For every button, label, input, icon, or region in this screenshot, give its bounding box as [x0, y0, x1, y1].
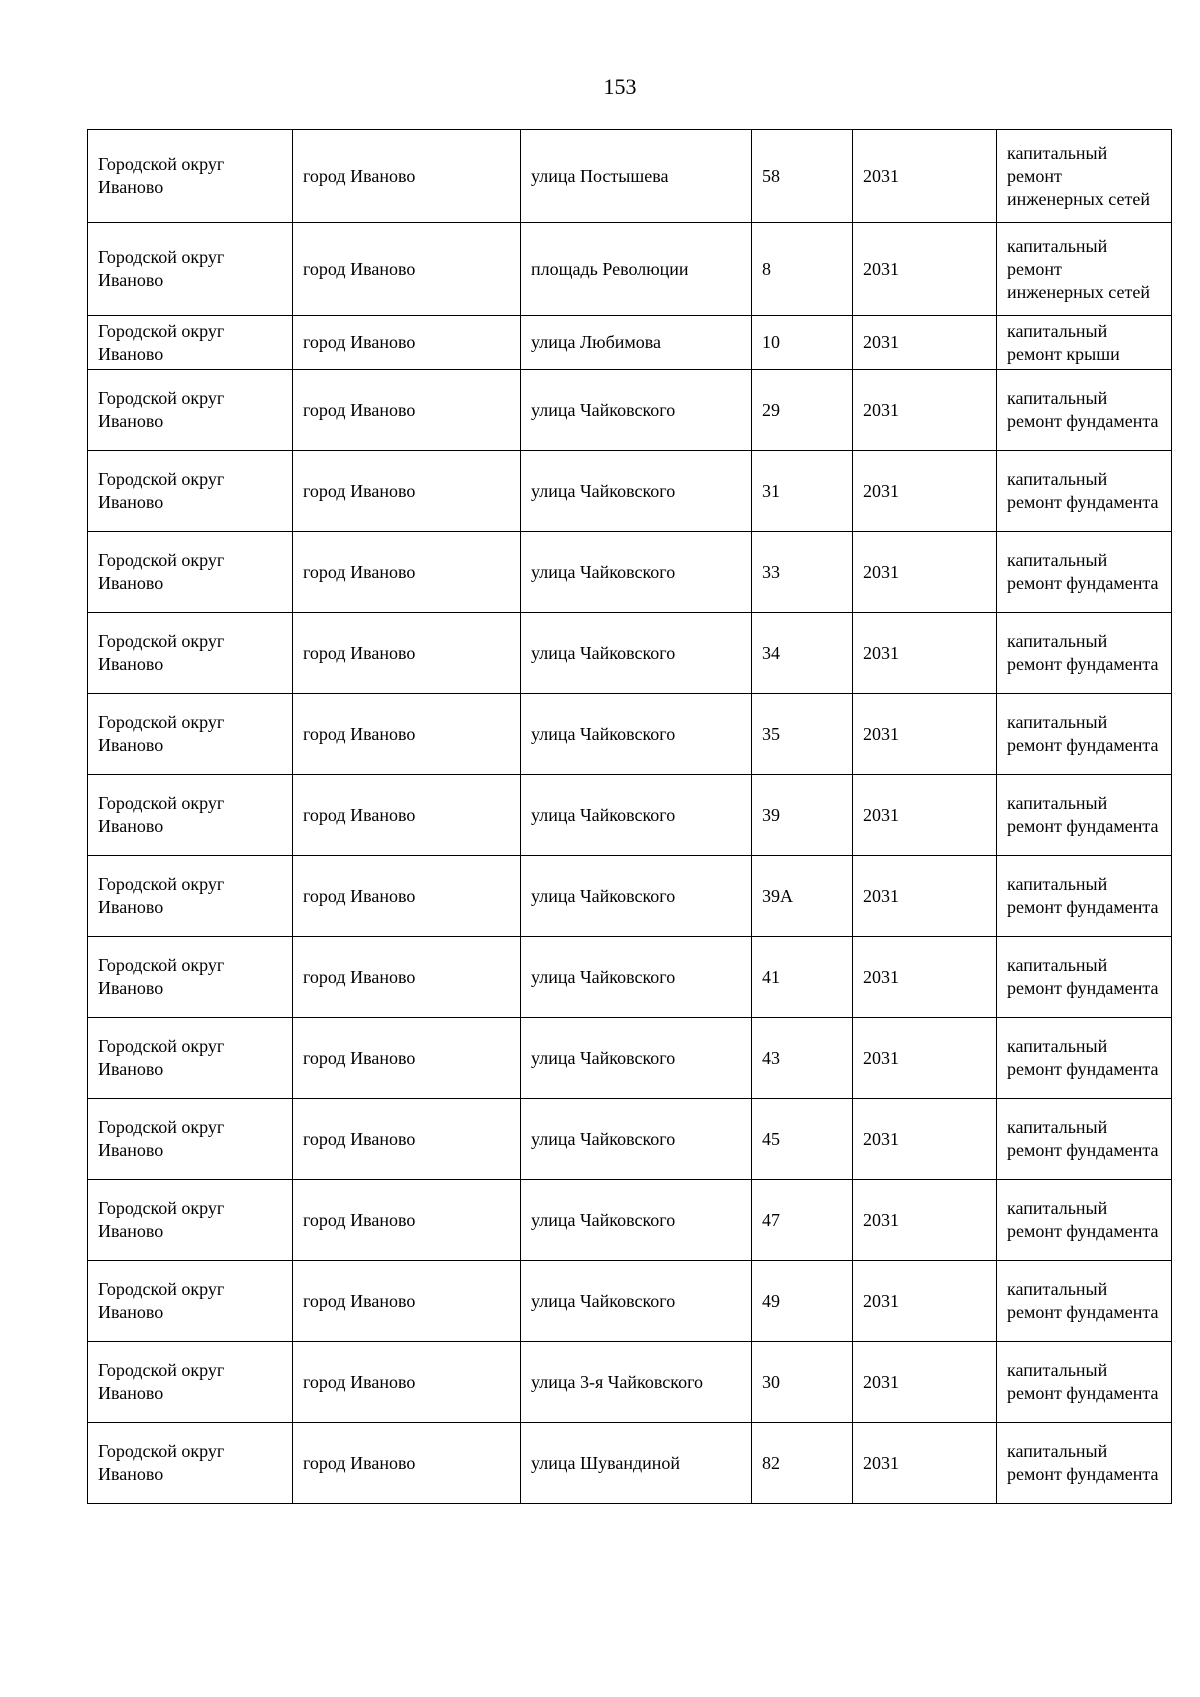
repair-schedule-table [87, 129, 1172, 1504]
cell-work: капитальный ремонт фундамента [997, 937, 1172, 1018]
table-row [88, 937, 1172, 1018]
cell-street: улица Чайковского [521, 1180, 752, 1261]
table-row [88, 1180, 1172, 1261]
table-row [88, 316, 1172, 370]
cell-work: капитальный ремонт фундамента [997, 1261, 1172, 1342]
cell-year: 2031 [853, 1180, 997, 1261]
cell-year: 2031 [853, 775, 997, 856]
cell-city: город Иваново [293, 130, 521, 223]
cell-year: 2031 [853, 1018, 997, 1099]
cell-work: капитальный ремонт фундамента [997, 370, 1172, 451]
cell-house: 31 [752, 451, 853, 532]
table-row [88, 1342, 1172, 1423]
cell-work: капитальный ремонт фундамента [997, 613, 1172, 694]
cell-district: Городской округ Иваново [88, 370, 293, 451]
cell-house: 33 [752, 532, 853, 613]
cell-year: 2031 [853, 130, 997, 223]
cell-city: город Иваново [293, 937, 521, 1018]
cell-house: 41 [752, 937, 853, 1018]
cell-year: 2031 [853, 1261, 997, 1342]
cell-city: город Иваново [293, 223, 521, 316]
cell-street: улица Чайковского [521, 613, 752, 694]
cell-city: город Иваново [293, 451, 521, 532]
cell-house: 47 [752, 1180, 853, 1261]
cell-house: 30 [752, 1342, 853, 1423]
table-row [88, 856, 1172, 937]
cell-street: улица Чайковского [521, 937, 752, 1018]
table-row [88, 775, 1172, 856]
table-row [88, 223, 1172, 316]
cell-city: город Иваново [293, 1180, 521, 1261]
cell-district: Городской округ Иваново [88, 451, 293, 532]
cell-street: улица Чайковского [521, 694, 752, 775]
cell-work: капитальный ремонт фундамента [997, 694, 1172, 775]
cell-work: капитальный ремонт фундамента [997, 856, 1172, 937]
cell-street: улица Чайковского [521, 451, 752, 532]
cell-street: улица 3-я Чайковского [521, 1342, 752, 1423]
cell-year: 2031 [853, 370, 997, 451]
cell-district: Городской округ Иваново [88, 130, 293, 223]
cell-district: Городской округ Иваново [88, 613, 293, 694]
cell-work: капитальный ремонт инженерных сетей [997, 130, 1172, 223]
cell-year: 2031 [853, 613, 997, 694]
cell-house: 8 [752, 223, 853, 316]
table-row [88, 694, 1172, 775]
cell-work: капитальный ремонт фундамента [997, 1099, 1172, 1180]
cell-street: улица Чайковского [521, 775, 752, 856]
cell-district: Городской округ Иваново [88, 316, 293, 370]
cell-street: улица Чайковского [521, 1018, 752, 1099]
cell-house: 58 [752, 130, 853, 223]
table-row [88, 130, 1172, 223]
cell-street: улица Чайковского [521, 1261, 752, 1342]
cell-street: улица Шувандиной [521, 1423, 752, 1504]
table-row [88, 1261, 1172, 1342]
cell-district: Городской округ Иваново [88, 1018, 293, 1099]
table-row [88, 532, 1172, 613]
cell-city: город Иваново [293, 1099, 521, 1180]
table-row [88, 1018, 1172, 1099]
cell-district: Городской округ Иваново [88, 856, 293, 937]
cell-city: город Иваново [293, 1018, 521, 1099]
cell-house: 39 [752, 775, 853, 856]
cell-city: город Иваново [293, 856, 521, 937]
cell-city: город Иваново [293, 1423, 521, 1504]
cell-house: 39А [752, 856, 853, 937]
cell-year: 2031 [853, 856, 997, 937]
cell-district: Городской округ Иваново [88, 1261, 293, 1342]
cell-district: Городской округ Иваново [88, 532, 293, 613]
cell-house: 35 [752, 694, 853, 775]
cell-year: 2031 [853, 1423, 997, 1504]
page-number: 153 [603, 74, 637, 99]
cell-street: улица Чайковского [521, 370, 752, 451]
cell-street: улица Постышева [521, 130, 752, 223]
cell-house: 29 [752, 370, 853, 451]
cell-year: 2031 [853, 1342, 997, 1423]
cell-city: город Иваново [293, 694, 521, 775]
cell-street: улица Чайковского [521, 856, 752, 937]
cell-street: улица Любимова [521, 316, 752, 370]
cell-city: город Иваново [293, 613, 521, 694]
cell-house: 10 [752, 316, 853, 370]
cell-city: город Иваново [293, 775, 521, 856]
cell-street: улица Чайковского [521, 532, 752, 613]
cell-year: 2031 [853, 937, 997, 1018]
cell-district: Городской округ Иваново [88, 775, 293, 856]
cell-work: капитальный ремонт крыши [997, 316, 1172, 370]
cell-work: капитальный ремонт фундамента [997, 1342, 1172, 1423]
cell-city: город Иваново [293, 370, 521, 451]
table-row [88, 1099, 1172, 1180]
cell-year: 2031 [853, 694, 997, 775]
cell-street: площадь Революции [521, 223, 752, 316]
cell-work: капитальный ремонт фундамента [997, 1018, 1172, 1099]
cell-house: 82 [752, 1423, 853, 1504]
cell-year: 2031 [853, 532, 997, 613]
cell-city: город Иваново [293, 532, 521, 613]
cell-year: 2031 [853, 223, 997, 316]
cell-year: 2031 [853, 316, 997, 370]
cell-year: 2031 [853, 1099, 997, 1180]
cell-house: 34 [752, 613, 853, 694]
cell-work: капитальный ремонт фундамента [997, 775, 1172, 856]
cell-city: город Иваново [293, 316, 521, 370]
table-row [88, 370, 1172, 451]
cell-district: Городской округ Иваново [88, 1099, 293, 1180]
table-body [88, 130, 1172, 1504]
table-row [88, 1423, 1172, 1504]
cell-house: 43 [752, 1018, 853, 1099]
cell-city: город Иваново [293, 1342, 521, 1423]
cell-street: улица Чайковского [521, 1099, 752, 1180]
cell-work: капитальный ремонт фундамента [997, 1180, 1172, 1261]
cell-district: Городской округ Иваново [88, 937, 293, 1018]
cell-house: 45 [752, 1099, 853, 1180]
cell-work: капитальный ремонт фундамента [997, 532, 1172, 613]
cell-district: Городской округ Иваново [88, 1342, 293, 1423]
cell-district: Городской округ Иваново [88, 1423, 293, 1504]
cell-district: Городской округ Иваново [88, 694, 293, 775]
cell-district: Городской округ Иваново [88, 223, 293, 316]
cell-work: капитальный ремонт инженерных сетей [997, 223, 1172, 316]
cell-city: город Иваново [293, 1261, 521, 1342]
cell-district: Городской округ Иваново [88, 1180, 293, 1261]
table-row [88, 613, 1172, 694]
cell-year: 2031 [853, 451, 997, 532]
cell-work: капитальный ремонт фундамента [997, 451, 1172, 532]
table-row [88, 451, 1172, 532]
cell-house: 49 [752, 1261, 853, 1342]
cell-work: капитальный ремонт фундамента [997, 1423, 1172, 1504]
